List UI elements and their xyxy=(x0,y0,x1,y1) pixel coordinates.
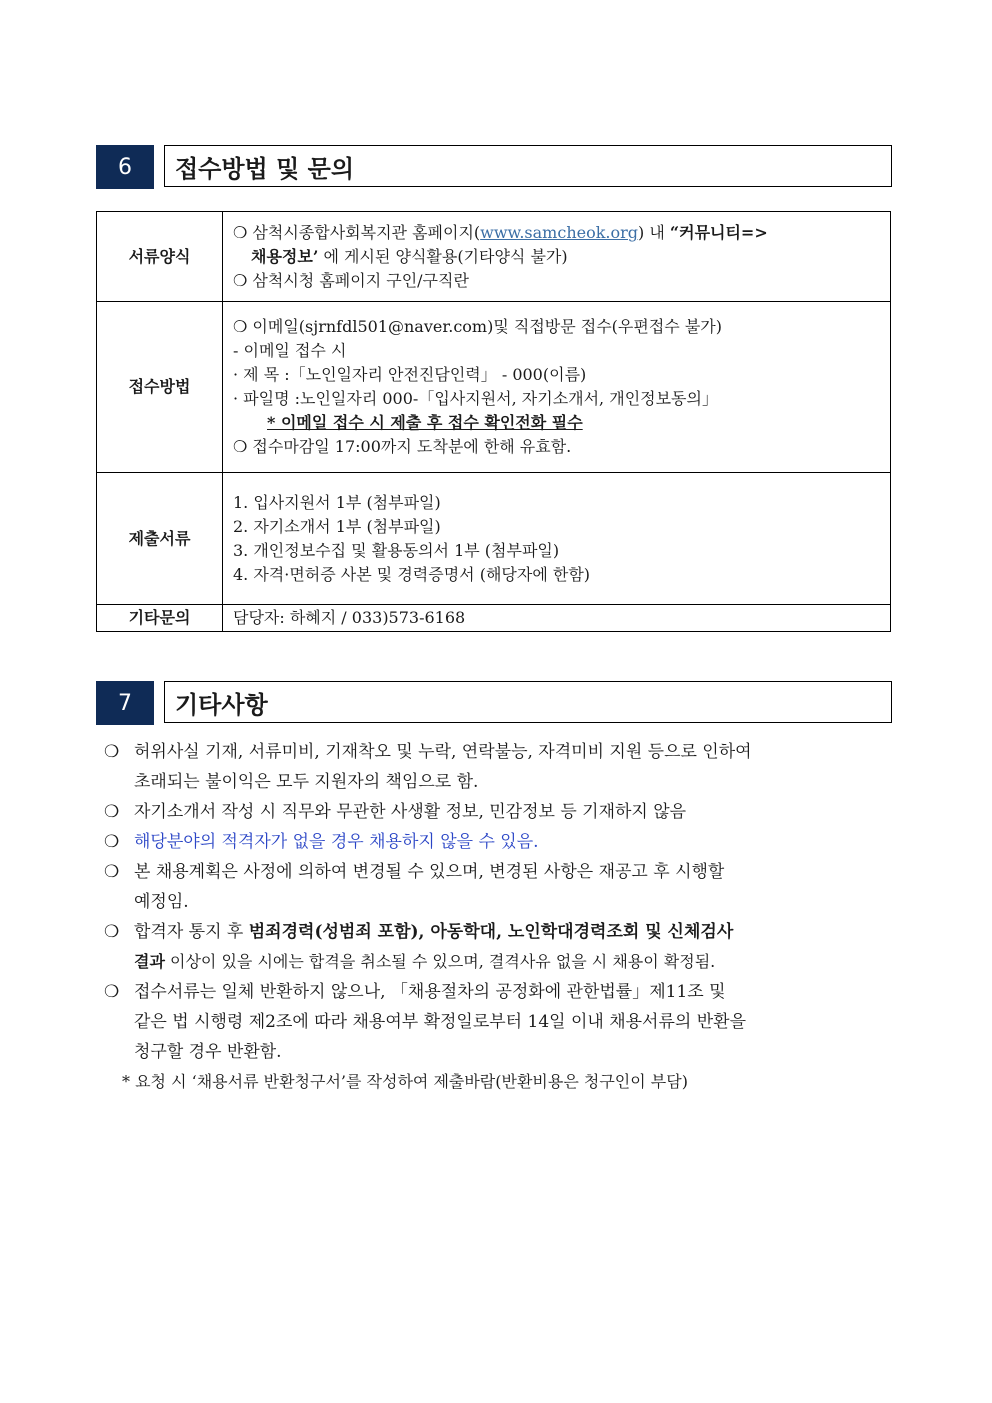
note-6-line2: 같은 법 시행령 제2조에 따라 채용여부 확정일로부터 14일 이내 채용서류의 반환을 xyxy=(134,1012,746,1032)
note-6-line3: 청구할 경우 반환함. xyxy=(134,1042,282,1062)
note-2: 자기소개서 작성 시 직무와 무관한 사생활 정보, 민감정보 등 기재하지 않음 xyxy=(134,802,687,822)
method-line6: ❍ 접수마감일 17:00까지 도착분에 한해 유효함. xyxy=(233,437,572,456)
note-6-line1: 접수서류는 일체 반환하지 않으나, 「채용절차의 공정화에 관한법률」제11조 및 xyxy=(134,982,726,1002)
circle-bullet-icon: ❍ xyxy=(104,802,120,822)
doc-form-line1-mid: ) 내 xyxy=(638,222,670,242)
homepage-link[interactable]: www.samcheok.org xyxy=(480,222,639,242)
doc-form-line2-bold: 채용정보’ xyxy=(251,246,319,266)
method-line1: ❍ 이메일(sjrnfdl501@naver.com)및 직접방문 접수(우편접수 불가) xyxy=(233,317,722,336)
doc-form-line1-text: ❍ 삼척시종합사회복지관 홈페이지( xyxy=(233,222,481,242)
note-5-rest: 이상이 있을 시에는 합격을 취소될 수 있으며, 결격사유 없을 시 채용이 확정됨. xyxy=(164,952,716,971)
section-7-header xyxy=(96,681,892,725)
circle-bullet-icon: ❍ xyxy=(104,922,120,942)
note-4-line2: 예정임. xyxy=(134,892,189,912)
table-row-method xyxy=(97,302,891,473)
section-6-number: 6 xyxy=(96,145,154,189)
contact-content: 담당자: 하혜지 / 033)573-6168 xyxy=(223,605,891,632)
note-5-pre: 합격자 통지 후 xyxy=(134,922,249,942)
circle-bullet-icon: ❍ xyxy=(104,862,120,882)
note-3: 해당분야의 적격자가 없을 경우 채용하지 않을 수 있음. xyxy=(134,832,539,852)
doc-form-line1-bold: “커뮤니티=> xyxy=(669,222,768,242)
section-7-number: 7 xyxy=(96,681,154,725)
notes-list xyxy=(104,737,904,1097)
label-docs: 제출서류 xyxy=(97,473,223,605)
docs-item-4: 4. 자격·면허증 사본 및 경력증명서 (해당자에 한함) xyxy=(233,564,591,584)
note-item xyxy=(104,797,904,827)
table-row-contact xyxy=(97,605,891,632)
docs-item-1: 1. 입사지원서 1부 (첨부파일) xyxy=(233,492,441,512)
method-line3: · 제 목 :「노인일자리 안전진담인력」 - 000(이름) xyxy=(233,365,587,384)
note-item xyxy=(104,917,904,977)
doc-form-content xyxy=(223,212,891,302)
doc-form-line3: ❍ 삼척시청 홈페이지 구인/구직란 xyxy=(233,270,469,290)
note-item xyxy=(104,857,904,917)
note-1-line1: 허위사실 기재, 서류미비, 기재착오 및 누락, 연락불능, 자격미비 지원 등으로 인하여 xyxy=(134,742,752,762)
method-required-notice: * 이메일 접수 시 제출 후 접수 확인전화 필수 xyxy=(267,413,583,432)
label-method: 접수방법 xyxy=(97,302,223,473)
method-content xyxy=(223,302,891,473)
note-item xyxy=(104,737,904,797)
section-6-title: 접수방법 및 문의 xyxy=(164,145,892,187)
table-row-doc-form xyxy=(97,212,891,302)
note-5-bold: 범죄경력(성범죄 포함), 아동학대, 노인학대경력조회 및 신체검사 xyxy=(248,922,734,942)
note-1-line2: 초래되는 불이익은 모두 지원자의 책임으로 함. xyxy=(134,772,479,792)
table-row-docs xyxy=(97,473,891,605)
label-contact: 기타문의 xyxy=(97,605,223,632)
note-4-line1: 본 채용계획은 사정에 의하여 변경될 수 있으며, 변경된 사항은 재공고 후 시행할 xyxy=(134,862,725,882)
docs-content xyxy=(223,473,891,605)
method-line2: - 이메일 접수 시 xyxy=(233,341,347,360)
note-5-bold2: 결과 xyxy=(134,952,165,971)
docs-item-3: 3. 개인정보수집 및 활용동의서 1부 (첨부파일) xyxy=(233,540,560,560)
application-info-table xyxy=(96,211,891,632)
note-item xyxy=(104,827,904,857)
section-7-title: 기타사항 xyxy=(164,681,892,723)
label-doc-form: 서류양식 xyxy=(97,212,223,302)
doc-form-line2-text: 에 게시된 양식활용(기타양식 불가) xyxy=(323,246,568,266)
note-item xyxy=(104,977,904,1067)
circle-bullet-icon: ❍ xyxy=(104,982,120,1002)
note-7: * 요청 시 ‘채용서류 반환청구서’를 작성하여 제출바람(반환비용은 청구인이 부담) xyxy=(122,1072,688,1091)
circle-bullet-icon: ❍ xyxy=(104,742,120,762)
section-6-header xyxy=(96,145,892,189)
circle-bullet-icon: ❍ xyxy=(104,832,120,852)
docs-item-2: 2. 자기소개서 1부 (첨부파일) xyxy=(233,516,441,536)
method-line4: · 파일명 :노인일자리 000-「입사지원서, 자기소개서, 개인정보동의」 xyxy=(233,389,718,408)
